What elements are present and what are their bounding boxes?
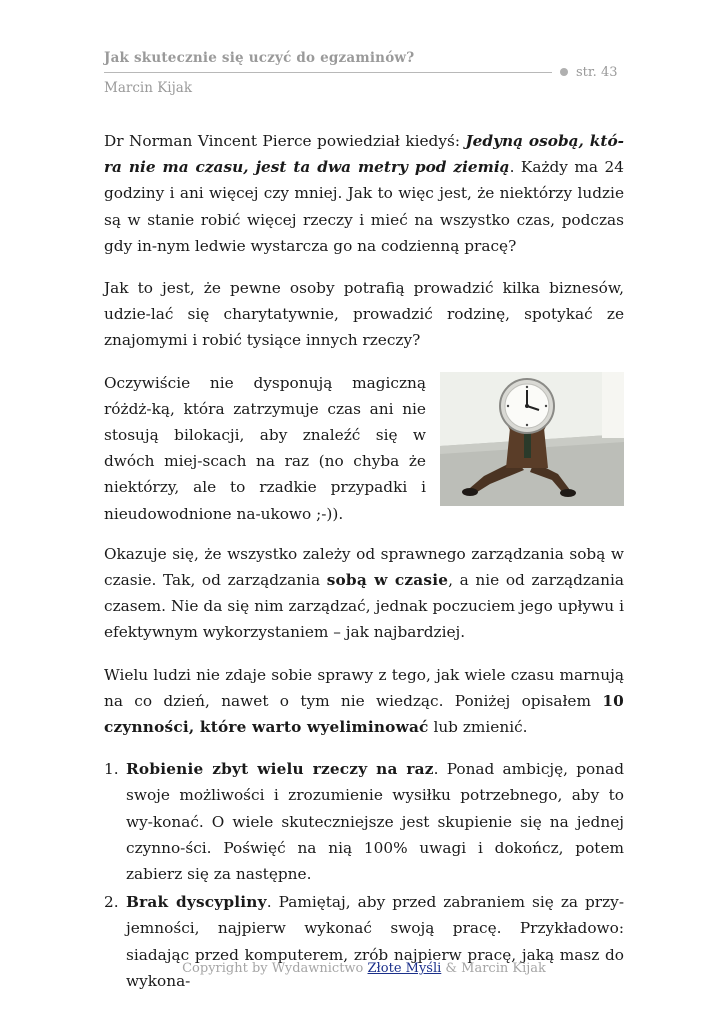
paragraph-4 [104, 541, 624, 646]
paragraph-1-text-a: Dr Norman Vincent Pierce powiedział kiedyś: [104, 132, 466, 150]
page-footer [0, 961, 728, 976]
quote-text: Jedyną osobą, któ-ra nie ma czasu, jest ta dwa metry pod ziemią [104, 132, 624, 177]
list-item [104, 889, 624, 994]
paragraph-3 [104, 370, 624, 527]
page-header [104, 50, 624, 96]
list-item-title: Robienie zbyt wielu rzeczy na raz [126, 760, 434, 779]
paragraph-2: Jak to jest, że pewne osoby potrafią prowadzić kilka biznesów, udzie-lać się charytatywnie, prowadzić rodzinę, spotykać ze znajomymi i robić tysiące innych rzeczy? [104, 279, 624, 350]
paragraph-3-text: Oczywiście nie dysponują magiczną różdż-ką, która zatrzymuje czas ani nie stosują bilokacji, aby znaleźć się w dwóch miej-scach na raz (no chyba że niektórzy, ale to rzadkie przypadki i nieudowodnione na-ukowo ;-)). [104, 373, 426, 523]
clock-man-illustration [440, 372, 624, 506]
paragraph-5-text-b: lub zmienić. [428, 718, 528, 737]
paragraph-5-text-a: Wielu ludzi nie zdaje sobie sprawy z tego, jak wiele czasu marnują na co dzień, nawet o tym nie wiedząc. Poniżej opisałem [104, 665, 624, 710]
page-body [104, 128, 624, 996]
publisher-link[interactable]: Złote Myśli [367, 961, 442, 976]
list-item-number: 1. [104, 760, 119, 779]
paragraph-5-bold: 10 czynności, które warto wyeliminować [104, 691, 624, 737]
clock-man-photo [440, 372, 624, 506]
list-item-number: 2. [104, 893, 119, 912]
page-number: str. 43 [576, 65, 618, 80]
book-title: Jak skutecznie się uczyć do egzaminów? [104, 50, 415, 66]
list-item-text: . Ponad ambicję, ponad swoje możliwości i zrozumienie wysiłku potrzebnego, aby to wy-konać. O wiele skuteczniejsze jest skupienie się na jednej czynno-ści. Poświęć na nią 100% uwagi i dokończ, potem zabierz się za następne. [126, 760, 624, 884]
paragraph-4-bold: sobą w czasie [326, 571, 449, 590]
numbered-list [104, 756, 624, 994]
footer-prefix: Copyright by Wydawnictwo [182, 961, 368, 976]
header-rule [104, 72, 552, 73]
list-item [104, 756, 624, 887]
footer-suffix: & Marcin Kijak [441, 961, 546, 976]
header-bullet-icon [560, 68, 568, 76]
paragraph-4-text-a: Okazuje się, że wszystko zależy od sprawnego zarządzania sobą w czasie. Tak, od zarządzania [104, 544, 624, 590]
paragraph-5 [104, 662, 624, 741]
author-name: Marcin Kijak [104, 80, 193, 96]
paragraph-1 [104, 128, 624, 259]
paragraph-1-text-b: . Każdy ma 24 godziny i ani więcej czy mniej. Jak to więc jest, że niektórzy ludzie są w stanie robić więcej rzeczy i mieć na wszystko czas, podczas gdy in-nym ledwie wystarcza go na codzienną pracę? [104, 158, 624, 255]
list-item-title: Brak dyscypliny [126, 893, 267, 912]
paragraph-4-text-b: , a nie od zarządzania czasem. Nie da się nim zarządzać, jednak poczuciem jego upływu i efektywnym wykorzystaniem – jak najbardziej. [104, 571, 624, 642]
list-item-text: . Pamiętaj, aby przed zabraniem się za przy-jemności, najpierw wykonać swoją pracę. Przykładowo: siadając przed komputerem, zrób najpierw pracę, jaką masz do wykona- [126, 893, 624, 990]
